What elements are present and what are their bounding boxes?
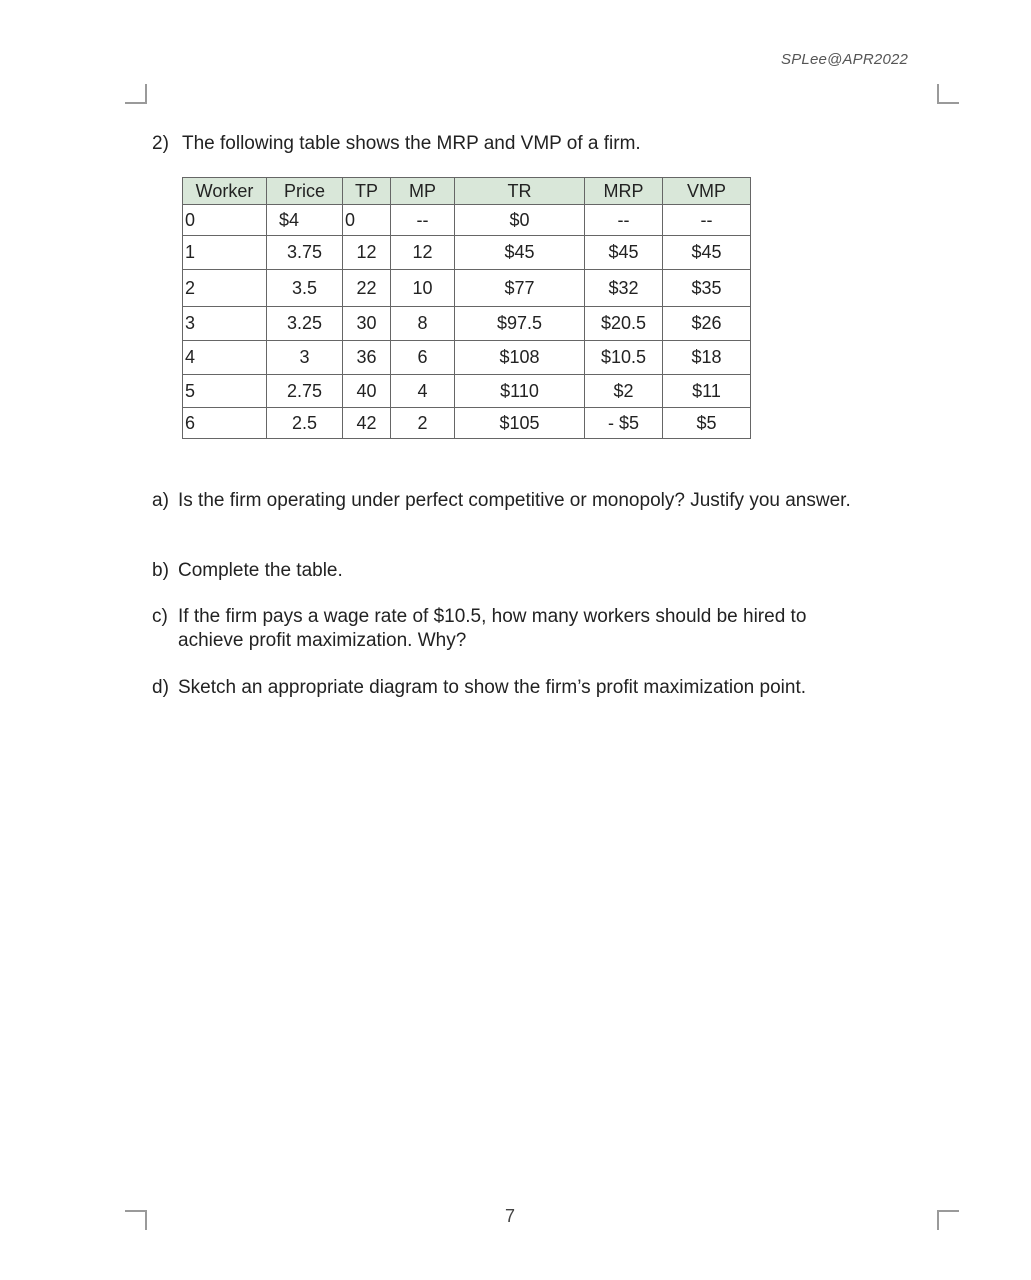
cell-vmp: $35 [663, 270, 751, 307]
cell-tp: 40 [343, 375, 391, 408]
sub-question-letter: d) [152, 677, 169, 698]
cell-tp: 30 [343, 307, 391, 341]
header-price: Price [267, 178, 343, 205]
cell-tp: 42 [343, 408, 391, 439]
cell-tr: $0 [455, 205, 585, 236]
crop-mark-top-left [125, 84, 147, 104]
table-header-row [183, 178, 751, 205]
table-row [183, 205, 751, 236]
table-row [183, 408, 751, 439]
header-mrp: MRP [585, 178, 663, 205]
crop-mark-bottom-left [125, 1210, 147, 1230]
cell-mp: 10 [391, 270, 455, 307]
cell-vmp: $11 [663, 375, 751, 408]
cell-worker: 2 [183, 270, 267, 307]
cell-tr: $45 [455, 236, 585, 270]
cell-tr: $97.5 [455, 307, 585, 341]
cell-tp: 12 [343, 236, 391, 270]
sub-question-text: Is the firm operating under perfect competitive or monopoly? Justify you answer. [178, 490, 851, 511]
header-mp: MP [391, 178, 455, 205]
cell-vmp: $45 [663, 236, 751, 270]
cell-price: 3.25 [267, 307, 343, 341]
sub-question-letter: c) [152, 606, 168, 627]
page-number: 7 [505, 1206, 516, 1226]
cell-mp: 8 [391, 307, 455, 341]
data-table [182, 177, 751, 439]
cell-price: 2.5 [267, 408, 343, 439]
cell-mp: 6 [391, 341, 455, 375]
cell-mrp: - $5 [585, 408, 663, 439]
cell-worker: 1 [183, 236, 267, 270]
cell-vmp: -- [663, 205, 751, 236]
crop-mark-top-right [937, 84, 959, 104]
question-number: 2) [152, 133, 169, 154]
cell-tp: 36 [343, 341, 391, 375]
question-text: The following table shows the MRP and VMP of a firm. [182, 133, 641, 154]
cell-mp: -- [391, 205, 455, 236]
cell-price: $4 [267, 205, 343, 236]
cell-worker: 5 [183, 375, 267, 408]
table-row [183, 341, 751, 375]
cell-vmp: $5 [663, 408, 751, 439]
cell-price: 3 [267, 341, 343, 375]
cell-tr: $108 [455, 341, 585, 375]
cell-price: 3.75 [267, 236, 343, 270]
header-tp: TP [343, 178, 391, 205]
cell-mrp: $20.5 [585, 307, 663, 341]
sub-question-text: Complete the table. [178, 560, 343, 581]
header-vmp: VMP [663, 178, 751, 205]
sub-question-text: If the firm pays a wage rate of $10.5, how many workers should be hired to achieve profit maximization. Why? [178, 606, 807, 651]
cell-tr: $110 [455, 375, 585, 408]
cell-tr: $77 [455, 270, 585, 307]
cell-mp: 2 [391, 408, 455, 439]
cell-mrp: $2 [585, 375, 663, 408]
cell-tp: 22 [343, 270, 391, 307]
cell-price: 2.75 [267, 375, 343, 408]
cell-tp: 0 [343, 205, 391, 236]
table-row [183, 375, 751, 408]
question-title [152, 133, 641, 155]
cell-mrp: $10.5 [585, 341, 663, 375]
cell-worker: 0 [183, 205, 267, 236]
header-worker: Worker [183, 178, 267, 205]
sub-question-letter: a) [152, 490, 169, 511]
cell-mrp: -- [585, 205, 663, 236]
cell-mp: 12 [391, 236, 455, 270]
header-watermark: SPLee@APR2022 [781, 51, 909, 68]
cell-worker: 4 [183, 341, 267, 375]
header-tr: TR [455, 178, 585, 205]
sub-question-d [152, 676, 912, 700]
sub-question-text: Sketch an appropriate diagram to show the firm’s profit maximization point. [178, 677, 807, 698]
cell-mp: 4 [391, 375, 455, 408]
cell-price: 3.5 [267, 270, 343, 307]
sub-question-a [152, 489, 852, 513]
sub-question-c [152, 605, 872, 653]
table-row [183, 307, 751, 341]
table-row [183, 236, 751, 270]
cell-vmp: $18 [663, 341, 751, 375]
cell-worker: 6 [183, 408, 267, 439]
cell-mrp: $45 [585, 236, 663, 270]
cell-vmp: $26 [663, 307, 751, 341]
crop-mark-bottom-right [937, 1210, 959, 1230]
cell-tr: $105 [455, 408, 585, 439]
table-row [183, 270, 751, 307]
sub-question-letter: b) [152, 560, 169, 581]
cell-mrp: $32 [585, 270, 663, 307]
cell-worker: 3 [183, 307, 267, 341]
sub-question-b [152, 559, 852, 583]
